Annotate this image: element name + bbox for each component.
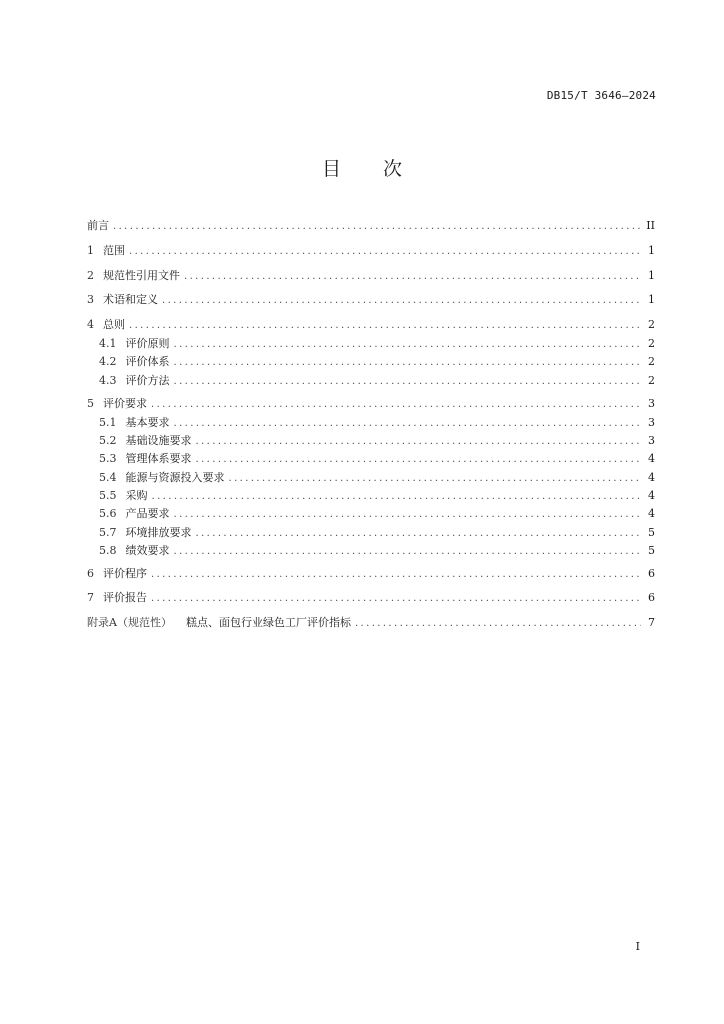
toc-entry-page: 1 <box>648 269 655 282</box>
toc-entry-title: 评价原则 <box>125 337 170 350</box>
toc-entry[interactable] <box>99 469 655 487</box>
toc-entry-title: 产品要求 <box>125 507 170 520</box>
toc-entry-title: 规范性引用文件 <box>103 269 180 282</box>
toc-entry[interactable] <box>99 450 655 468</box>
toc-entry-page: 2 <box>648 337 655 350</box>
toc-entry-number: 5 <box>87 397 94 410</box>
toc-entry-page: 4 <box>648 471 655 484</box>
toc-dot-leader <box>355 615 641 633</box>
toc-entry[interactable] <box>99 335 655 353</box>
toc-dot-leader <box>174 506 642 524</box>
toc-dot-leader <box>196 433 642 451</box>
toc-entry-title: 基本要求 <box>125 416 170 429</box>
toc-entry-title: 术语和定义 <box>103 293 158 306</box>
toc-entry-title: 评价程序 <box>103 567 147 580</box>
toc-entry-title: 能源与资源投入要求 <box>125 471 225 484</box>
toc-entry[interactable] <box>87 565 655 583</box>
toc-entry-page: 3 <box>648 434 655 447</box>
toc-entry-title: 管理体系要求 <box>125 452 192 465</box>
toc-entry-number: 5.4 <box>99 471 117 484</box>
toc-entry[interactable] <box>99 505 655 523</box>
toc-entry-page: 1 <box>648 293 655 306</box>
toc-dot-leader <box>229 470 642 488</box>
toc-dot-leader <box>174 373 642 391</box>
toc-entry-page: 4 <box>648 452 655 465</box>
toc-entry-number: 7 <box>87 591 94 604</box>
toc-title-char-1: 目 <box>321 158 341 180</box>
toc-dot-leader <box>196 525 642 543</box>
toc-entry-page: 2 <box>648 374 655 387</box>
toc-dot-leader <box>174 543 642 561</box>
toc-entry-number: 附录A（规范性） <box>87 616 172 629</box>
toc-entry-number: 5.6 <box>99 507 117 520</box>
toc-dot-leader <box>151 396 641 414</box>
toc-entry-title: 范围 <box>103 244 125 257</box>
toc-entry-title: 绩效要求 <box>125 544 170 557</box>
toc-entry-number: 4.2 <box>99 355 117 368</box>
toc-dot-leader <box>196 451 642 469</box>
toc-entry-number: 5.1 <box>99 416 117 429</box>
toc-dot-leader <box>151 566 641 584</box>
toc-entry[interactable] <box>99 542 655 560</box>
toc-entry[interactable] <box>87 217 655 235</box>
toc-entry[interactable] <box>87 589 655 607</box>
toc-entry[interactable] <box>99 432 655 450</box>
toc-title <box>0 154 724 181</box>
toc-entry[interactable] <box>99 372 655 390</box>
toc-entry[interactable] <box>87 614 655 632</box>
toc-dot-leader <box>129 317 641 335</box>
toc-entry[interactable] <box>87 316 655 334</box>
toc-entry[interactable] <box>87 242 655 260</box>
toc-entry-number: 3 <box>87 293 94 306</box>
toc-entry-page: 6 <box>648 567 655 580</box>
toc-entry[interactable] <box>99 524 655 542</box>
document-code: DB15/T 3646—2024 <box>546 89 656 102</box>
toc-entry-title: 评价方法 <box>125 374 170 387</box>
toc-entry-page: 4 <box>648 507 655 520</box>
toc-entry-page: II <box>646 219 655 232</box>
toc-dot-leader <box>152 488 642 506</box>
toc-entry-title: 糕点、面包行业绿色工厂评价指标 <box>185 616 351 629</box>
toc-entry-number: 2 <box>87 269 94 282</box>
toc-dot-leader <box>174 354 642 372</box>
toc-entry-title: 评价报告 <box>103 591 147 604</box>
toc-entry-title: 评价要求 <box>103 397 147 410</box>
toc-entry-page: 7 <box>648 616 655 629</box>
toc-entry[interactable] <box>99 414 655 432</box>
page-number: I <box>635 940 640 953</box>
toc-entry-title: 总则 <box>103 318 125 331</box>
toc-entry-number: 4.1 <box>99 337 117 350</box>
toc-entry[interactable] <box>99 487 655 505</box>
toc-entry-number: 4.3 <box>99 374 117 387</box>
toc-entry[interactable] <box>87 395 655 413</box>
toc-entry-page: 2 <box>648 318 655 331</box>
toc-entry-number: 6 <box>87 567 94 580</box>
toc-entry[interactable] <box>87 267 655 285</box>
toc-entry-number: 5.7 <box>99 526 117 539</box>
toc-entry-page: 5 <box>648 526 655 539</box>
toc-dot-leader <box>113 218 641 236</box>
toc-dot-leader <box>151 590 641 608</box>
toc-entry-page: 6 <box>648 591 655 604</box>
toc-entry-page: 3 <box>648 416 655 429</box>
toc-title-char-2: 次 <box>383 158 403 180</box>
toc-entry[interactable] <box>99 353 655 371</box>
toc-entry-page: 1 <box>648 244 655 257</box>
toc-entry-number: 5.8 <box>99 544 117 557</box>
toc-entry-number: 1 <box>87 244 94 257</box>
toc-dot-leader <box>174 336 642 354</box>
toc-entry-title: 前言 <box>87 219 109 232</box>
toc-dot-leader <box>174 415 642 433</box>
toc-entry-title: 基础设施要求 <box>125 434 192 447</box>
toc-entry-page: 5 <box>648 544 655 557</box>
toc-entry[interactable] <box>87 291 655 309</box>
toc-entry-number: 5.2 <box>99 434 117 447</box>
toc-entry-page: 3 <box>648 397 655 410</box>
toc-dot-leader <box>184 268 641 286</box>
toc-entry-number: 4 <box>87 318 94 331</box>
toc-dot-leader <box>162 292 641 310</box>
toc-entry-title: 采购 <box>125 489 148 502</box>
toc-dot-leader <box>129 243 641 261</box>
toc-entry-title: 环境排放要求 <box>125 526 192 539</box>
toc-entry-number: 5.3 <box>99 452 117 465</box>
toc-entry-page: 2 <box>648 355 655 368</box>
toc-entry-title: 评价体系 <box>125 355 170 368</box>
toc-entry-number: 5.5 <box>99 489 117 502</box>
toc-entry-page: 4 <box>648 489 655 502</box>
